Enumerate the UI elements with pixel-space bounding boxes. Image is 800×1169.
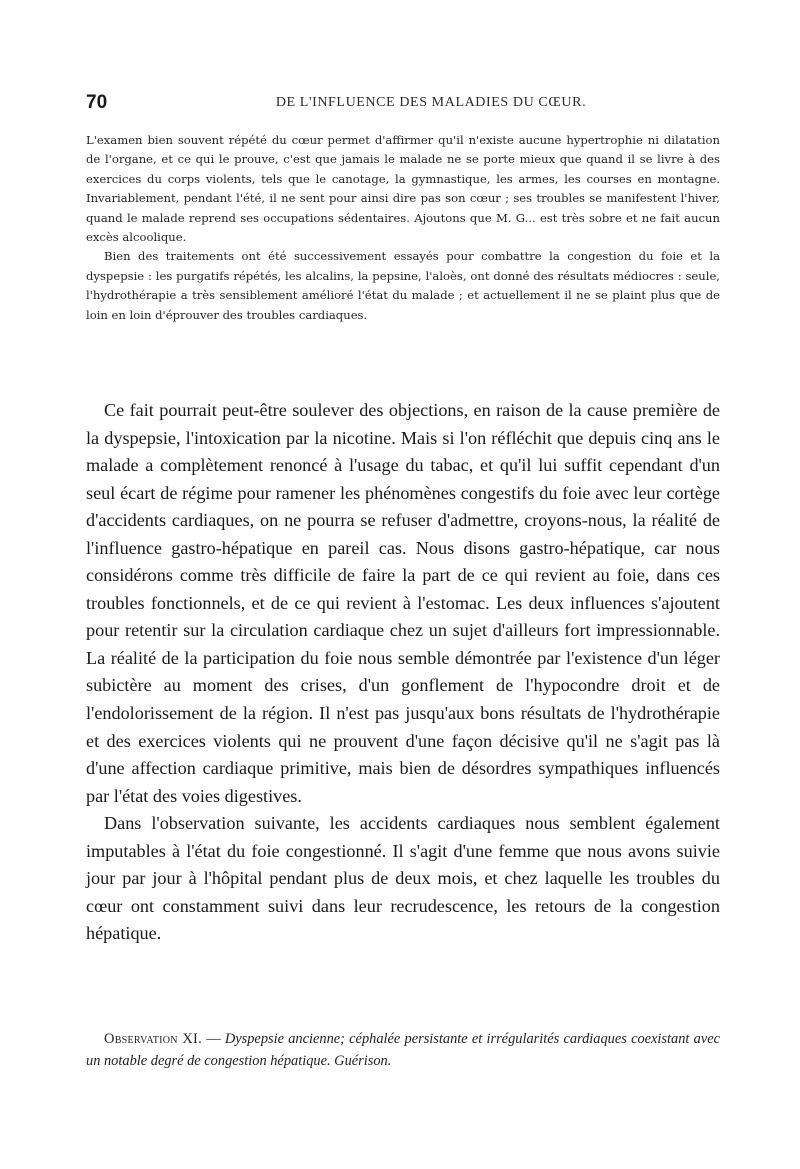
running-title: DE L'INFLUENCE DES MALADIES DU CŒUR. — [275, 95, 587, 110]
page-number: 70 — [86, 92, 108, 113]
paragraph-ce-fait: Ce fait pourrait peut-être soulever des objections, en raison de la cause première de la dyspepsie, l'intoxication par la nicotine. Mais si l'on réfléchit que depuis cinq ans le malade a complètement renoncé à l'usage du tabac, et qu'il lui suffit cependant d'un seul écart de régime pour ramener les phénomènes congestifs du foie avec leur cortège d'accidents cardiaques, on ne pourra se refuser d'admettre, croyons-nous, la réalité de l'influence gastro-hépatique en pareil cas. Nous disons gastro-hépatique, car nous considérons comme très difficile de faire la part de ce qui revient au foie, dans ces troubles fonctionnels, et de ce qui revient à l'estomac. Les deux influences s'ajoutent pour retentir sur la circulation cardiaque chez un sujet d'ailleurs fort impressionnable. La réalité de la participation du foie nous semble démontrée par l'existence d'un léger subictère au moment des crises, d'un gonflement de l'hypocondre droit et de l'endolorissement de la région. Il n'est pas jusqu'aux bons résultats de l'hydrothérapie et des exercices violents qui ne prouvent d'une façon décisive qu'il ne s'agit pas là d'une affection cardiaque primitive, mais bien de désordres sympathiques influencés par l'état des voies digestives. — [86, 400, 720, 806]
paragraph-observation-suivante: Dans l'observation suivante, les accidents cardiaques nous semblent également imputables à l'état du foie congestionné. Il s'agit d'une femme que nous avons suivie jour par jour à l'hôpital pendant plus de deux mois, et chez laquelle les troubles du cœur ont constamment suivi dans leur recrudescence, les retours de la congestion hépatique. — [86, 813, 720, 944]
page-header — [86, 92, 722, 122]
observation-title: Dyspepsie ancienne; céphalée persistante et irrégularités cardiaques coexistant avec un notable degré de congestion hépatique. Guérison. — [86, 1031, 720, 1069]
observation-label: Observation XI. — [104, 1031, 203, 1047]
case-notes-small-print — [86, 131, 720, 325]
observation-dash: — — [202, 1031, 225, 1047]
main-text — [86, 397, 720, 948]
paragraph-traitements: Bien des traitements ont été successivement essayés pour combattre la congestion du foie et la dyspepsie : les purgatifs répétés, les alcalins, la pepsine, l'aloès, ont donné des résultats médiocres : seule, l'hydrothérapie a très sensiblement amélioré l'état du malade ; et actuellement il ne se plaint plus que de loin en loin d'éprouver des troubles cardiaques. — [86, 249, 720, 322]
observation-heading — [86, 1028, 720, 1072]
paragraph-examen: L'examen bien souvent répété du cœur permet d'affirmer qu'il n'existe aucune hypertrophie ni dilatation de l'organe, et ce qui le prouve, c'est que jamais le malade ne se porte mieux que quand il se livre à des exercices du corps violents, tels que le canotage, la gymnastique, les armes, les courses en montagne. Invariablement, pendant l'été, il ne sent pour ainsi dire pas son cœur ; ses troubles se manifestent l'hiver, quand le malade reprend ses occupations sédentaires. Ajoutons que M. G... est très sobre et ne fait aucun excès alcoolique. — [86, 133, 720, 245]
